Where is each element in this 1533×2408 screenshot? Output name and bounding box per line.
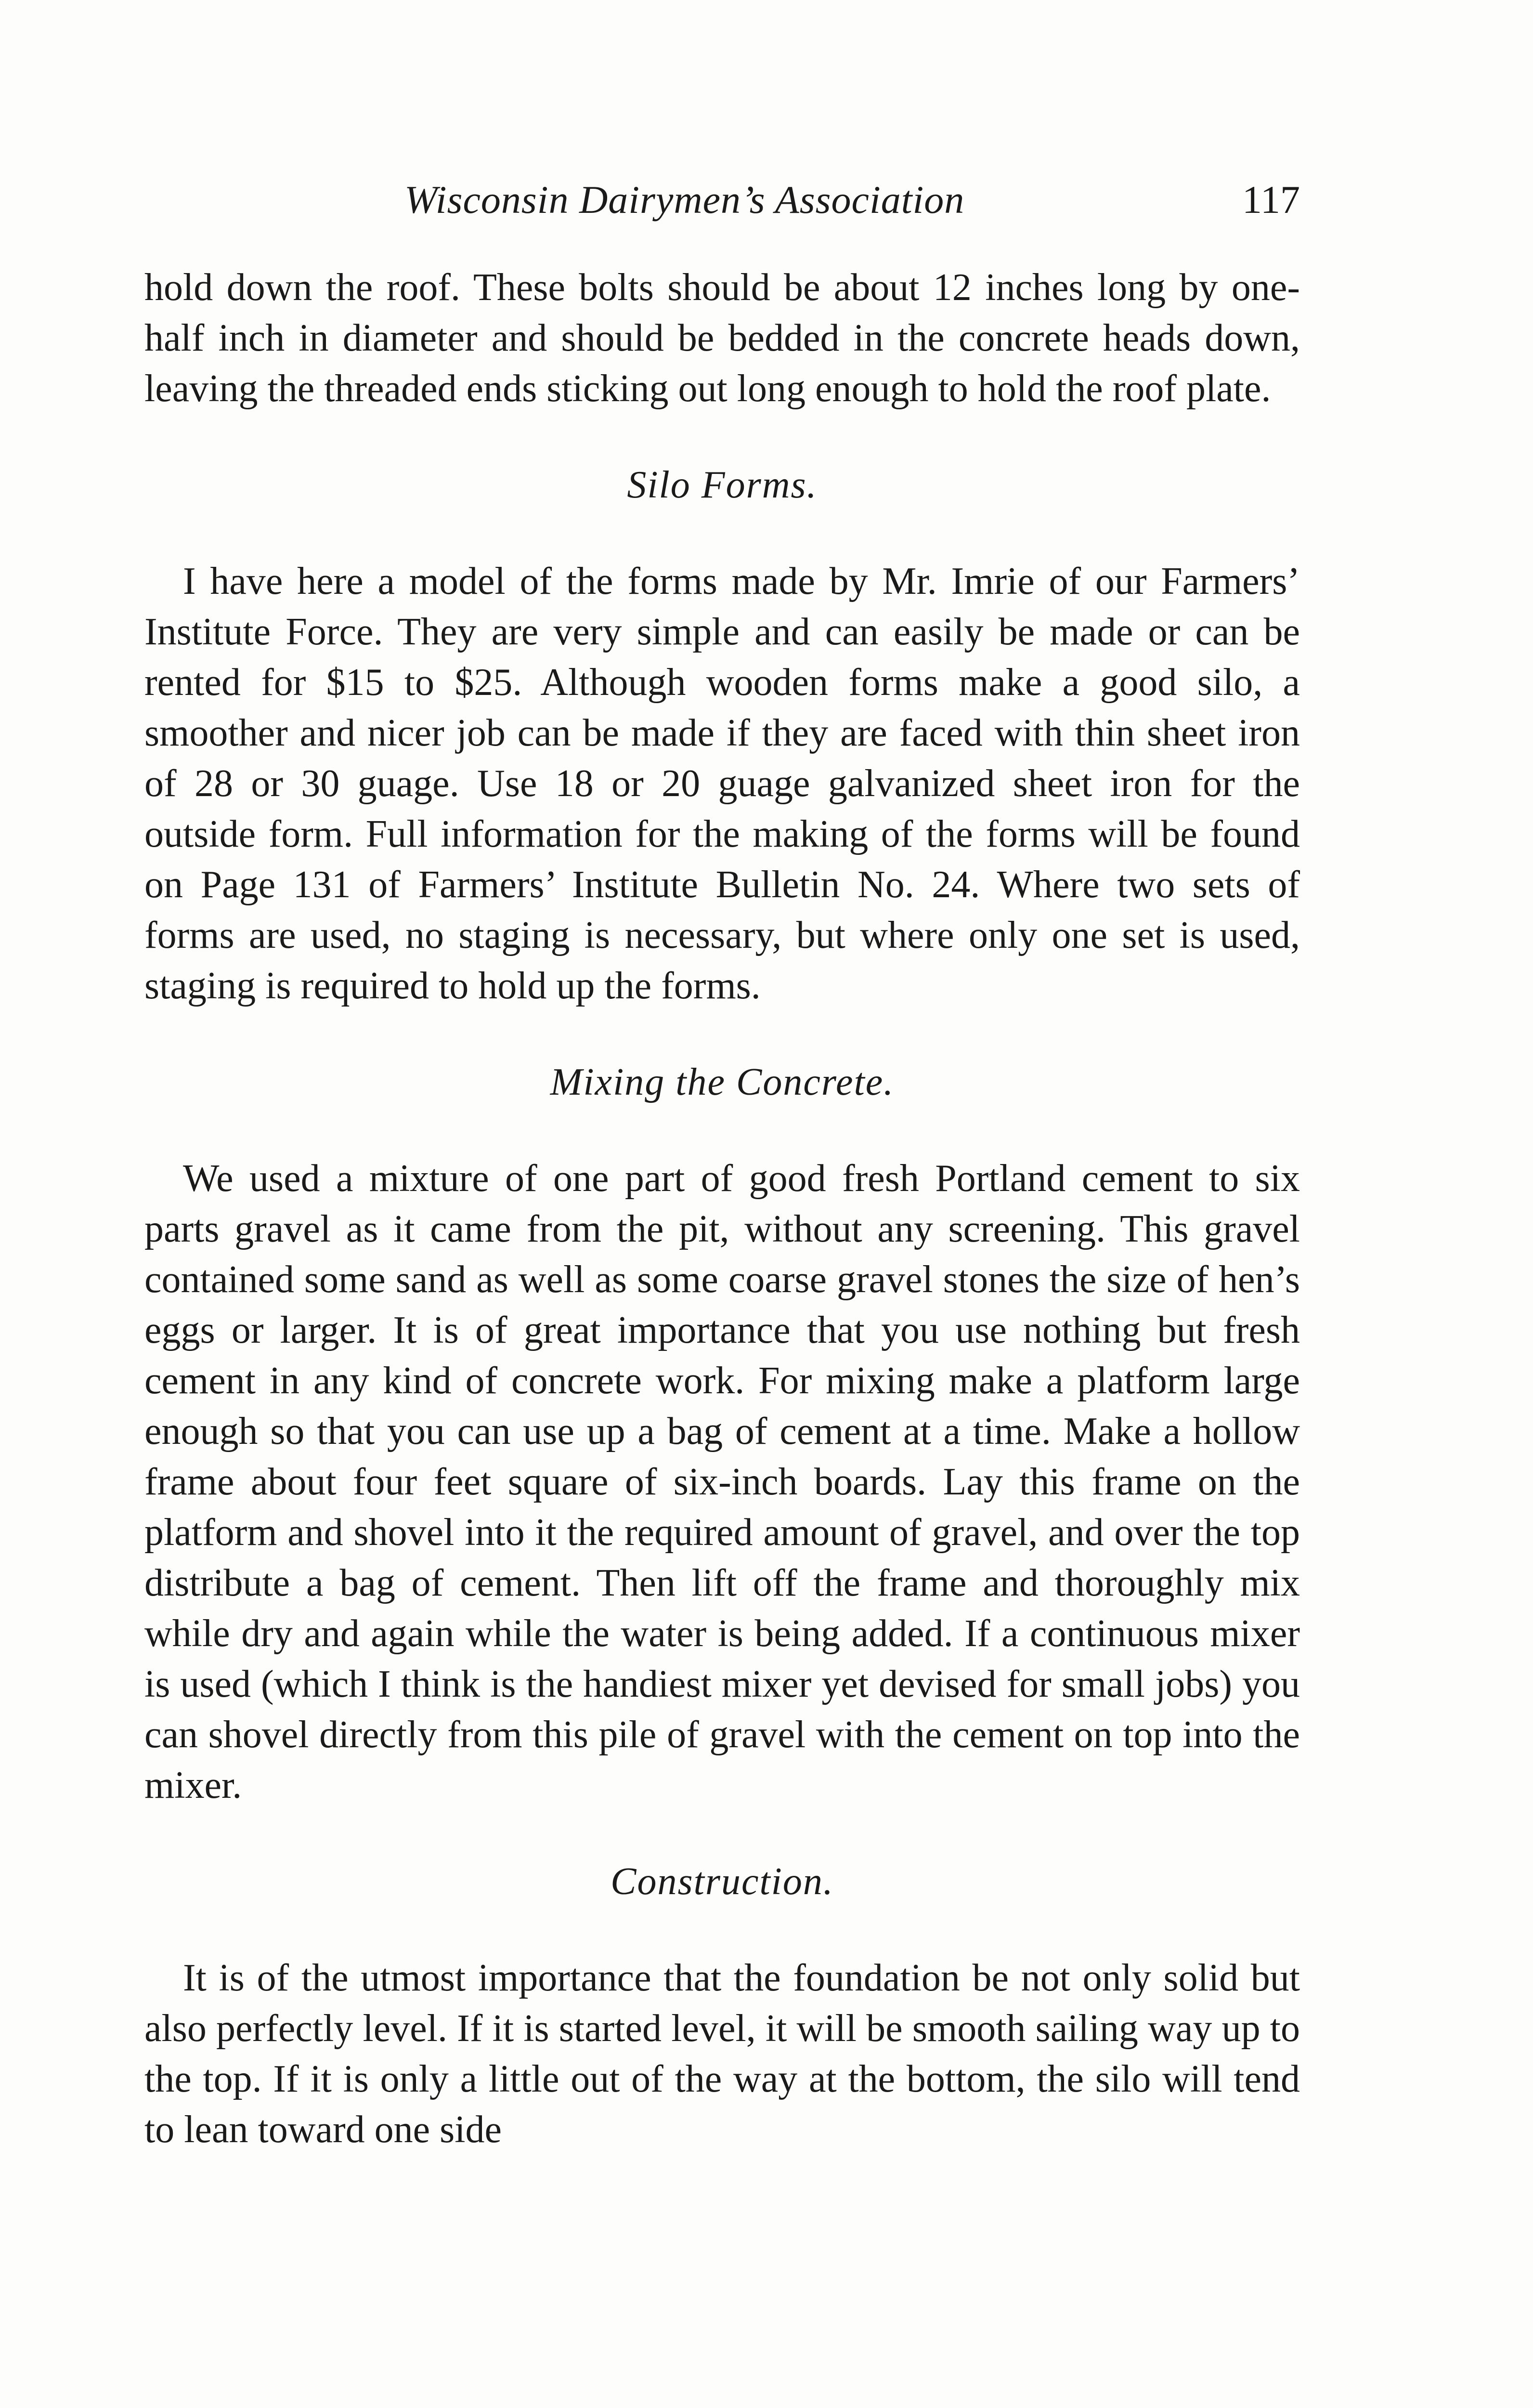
running-title: Wisconsin Dairymen’s Association <box>404 178 965 222</box>
intro-paragraph: hold down the roof. These bolts should be about 12 inches long by one-half inch in diameter and should be bedded in the concrete heads down, leaving the threaded ends sticking out long enough to hold the roof plate. <box>144 266 1300 410</box>
construction-paragraph: It is of the utmost importance that the foundation be not only solid but also perfectly level. If it is started level, it will be smooth sailing way up to the top. If it is only a little out of the way at the bottom, the silo will tend to lean toward one side <box>144 1957 1300 2151</box>
mixing-paragraph: We used a mixture of one part of good fresh Portland cement to six parts gravel as it came from the pit, without any screening. This gravel contained some sand as well as some coarse gravel stones the size of hen’s eggs or larger. It is of great importance that you use nothing but fresh cement in any kind of concrete work. For mixing make a platform large enough so that you can use up a bag of cement at a time. Make a hollow frame about four feet square of six-inch boards. Lay this frame on the platform and shovel into it the required amount of gravel, and over the top distribute a bag of cement. Then lift off the frame and thoroughly mix while dry and again while the water is being added. If a continuous mixer is used (which I think is the handiest mixer yet devised for small jobs) you can shovel directly from this pile of gravel with the cement on top into the mixer. <box>144 1157 1300 1806</box>
silo-forms-paragraph: I have here a model of the forms made by Mr. Imrie of our Farmers’ Institute Force. They are very simple and can easily be made or can be rented for $15 to $25. Although wooden forms make a good silo, a smoother and nicer job can be made if they are faced with thin sheet iron of 28 or 30 guage. Use 18 or 20 guage galvanized sheet iron for the outside form. Full information for the making of the forms will be found on Page 131 of Farmers’ Institute Bulletin No. 24. Where two sets of forms are used, no staging is necessary, but where only one set is used, staging is required to hold up the forms. <box>144 560 1300 1007</box>
page-number: 117 <box>1242 178 1300 222</box>
body-text <box>144 262 1300 2155</box>
heading-mixing-concrete: Mixing the Concrete. <box>550 1061 895 1103</box>
heading-construction: Construction. <box>611 1860 834 1903</box>
page-header <box>144 171 1300 229</box>
heading-silo-forms: Silo Forms. <box>627 464 818 506</box>
